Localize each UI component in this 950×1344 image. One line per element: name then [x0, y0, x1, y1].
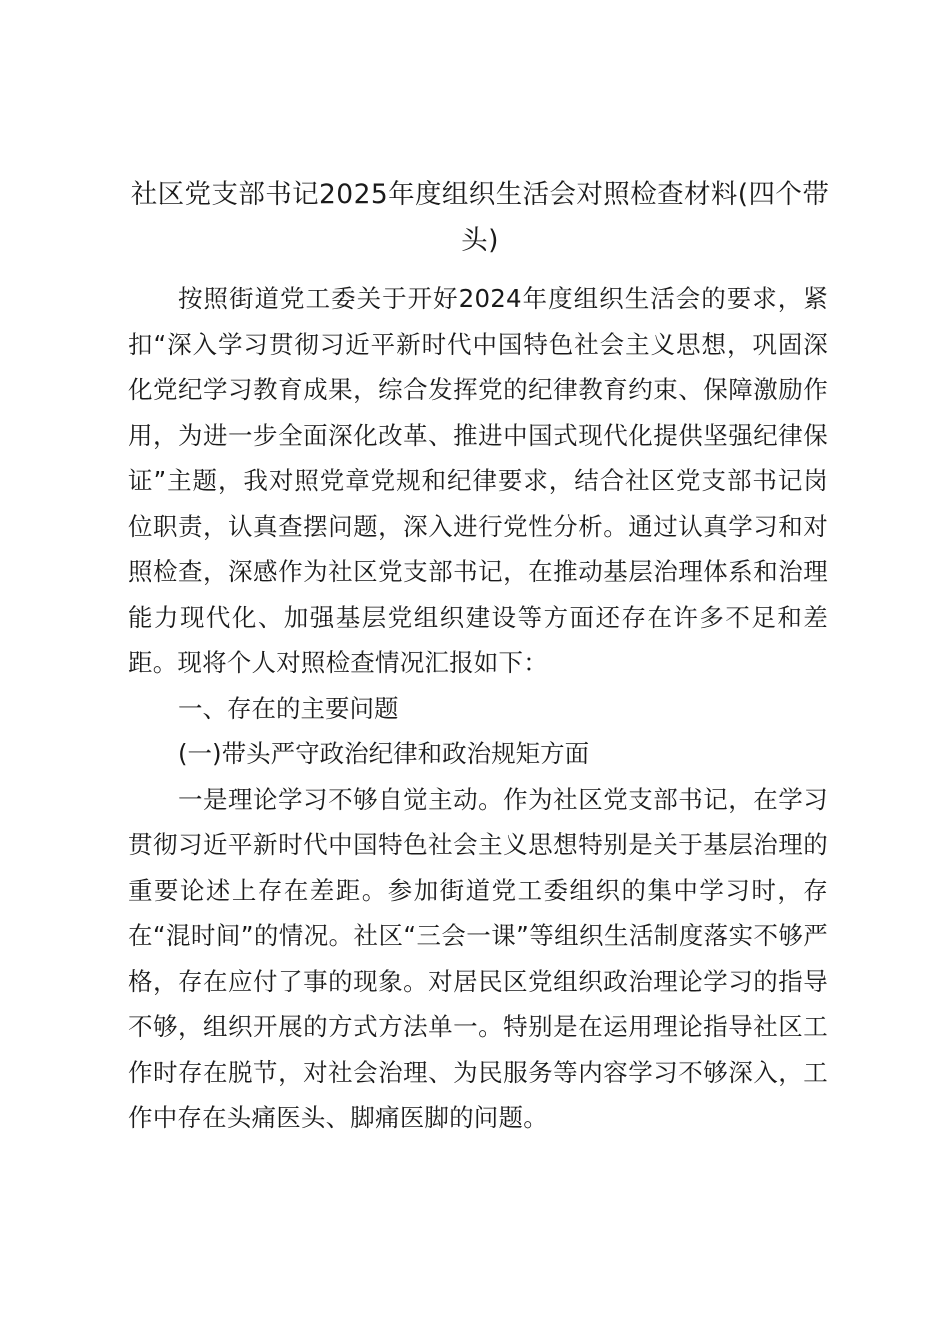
document-body [128, 276, 828, 1141]
section-heading: 一、存在的主要问题 [178, 693, 399, 723]
subsection-heading: (一)带头严守政治纪律和政治规矩方面 [178, 739, 590, 768]
document-title: 社区党支部书记2025年度组织生活会对照检查材料(四个带头) [130, 179, 830, 256]
point-one-paragraph: 一是理论学习不够自觉主动。作为社区党支部书记，在学习贯彻习近平新时代中国特色社会主义思想特别是关于基层治理的重要论述上存在差距。参加街道党工委组织的集中学习时，存在“混时间”的情况。社区“三会一课”等组织生活制度落实不够严格，存在应付了事的现象。对居民区党组织政治理论学习的指导不够，组织开展的方式方法单一。特别是在运用理论指导社区工作时存在脱节，对社会治理、为民服务等内容学习不够深入，工作中存在头痛医头、脚痛医脚的问题。 [128, 784, 828, 1132]
intro-paragraph: 按照街道党工委关于开好2024年度组织生活会的要求，紧扣“深入学习贯彻习近平新时代中国特色社会主义思想，巩固深化党纪学习教育成果，综合发挥党的纪律教育约束、保障激励作用，为进一步全面深化改革、推进中国式现代化提供坚强纪律保证”主题，我对照党章党规和纪律要求，结合社区党支部书记岗位职责，认真查摆问题，深入进行党性分析。通过认真学习和对照检查，深感作为社区党支部书记，在推动基层治理体系和治理能力现代化、加强基层党组织建设等方面还存在许多不足和差距。现将个人对照检查情况汇报如下： [128, 284, 828, 677]
